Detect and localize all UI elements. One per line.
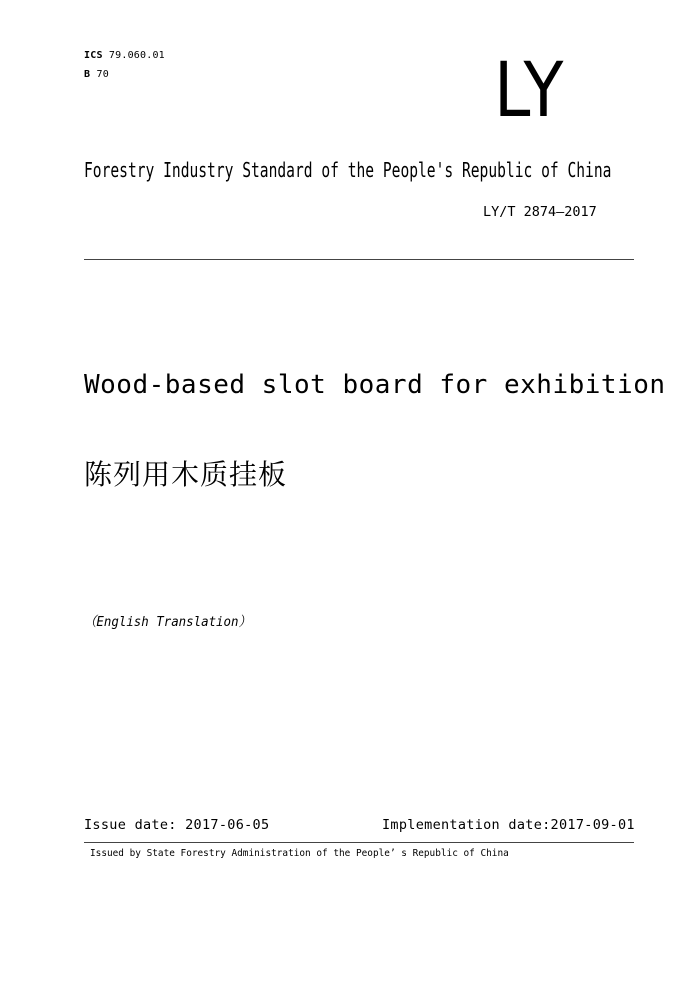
document-title-english: Wood-based slot board for exhibition xyxy=(84,370,666,400)
header-divider xyxy=(84,259,634,260)
document-title-chinese: 陈列用木质挂板 xyxy=(84,458,288,491)
classification-code xyxy=(84,69,109,80)
translation-note: （English Translation） xyxy=(84,614,251,630)
ics-value: 79.060.01 xyxy=(108,50,165,61)
classification-label: B xyxy=(84,69,91,80)
ics-label: ICS xyxy=(84,50,103,61)
footer-divider xyxy=(84,842,634,843)
standard-title: Forestry Industry Standard of the People's Republic of China xyxy=(84,158,612,182)
issue-date: Issue date: 2017-06-05 xyxy=(84,817,270,833)
issuing-authority: Issued by State Forestry Administration of the People’ s Republic of China xyxy=(90,848,509,859)
ics-code xyxy=(84,50,165,61)
standard-number: LY/T 2874—2017 xyxy=(483,204,597,220)
implementation-date: Implementation date:2017-09-01 xyxy=(382,817,635,833)
standard-mark: LY xyxy=(494,45,566,134)
classification-value: 70 xyxy=(96,69,109,80)
